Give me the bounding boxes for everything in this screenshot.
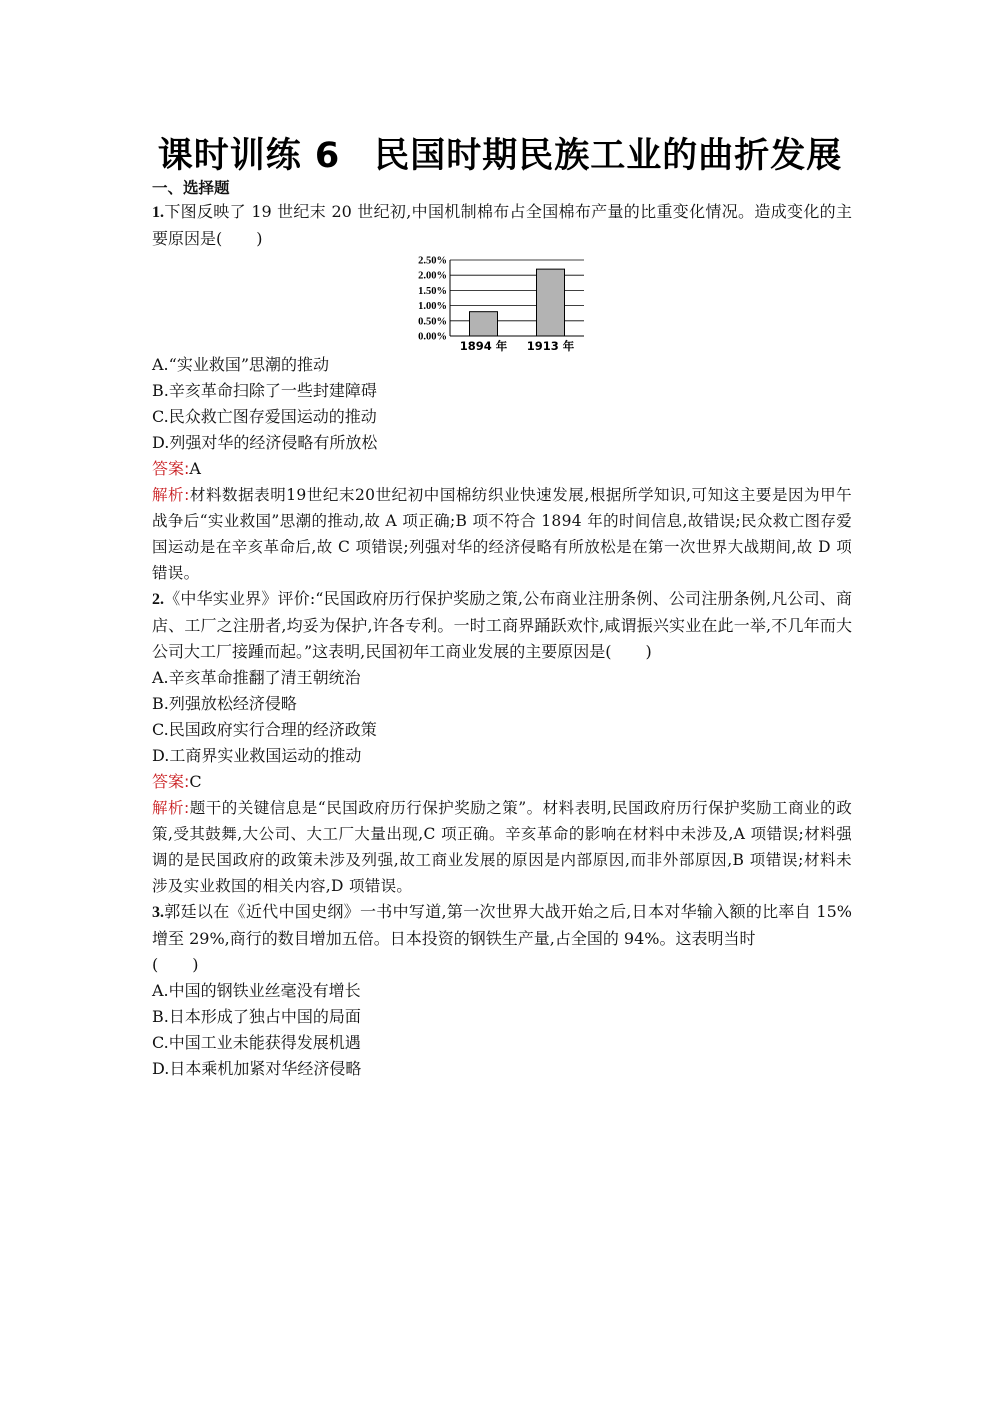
answer-label: 答案: xyxy=(152,772,190,791)
y-tick-label: 0.50% xyxy=(418,316,447,328)
option-b: B.日本形成了独占中国的局面 xyxy=(152,1007,361,1026)
x-tick-label: 1894 年 xyxy=(459,339,508,352)
question-bracket-open: ( xyxy=(152,955,159,974)
title-topic: 民国时期民族工业的曲折发展 xyxy=(374,136,843,176)
option-d: D.列强对华的经济侵略有所放松 xyxy=(152,433,378,452)
option-b: B.列强放松经济侵略 xyxy=(152,694,297,713)
content xyxy=(152,177,852,1082)
answer-line xyxy=(152,769,852,795)
option-d: D.日本乘机加紧对华经济侵略 xyxy=(152,1059,362,1078)
question-3 xyxy=(152,899,852,978)
option-d: D.工商界实业救国运动的推动 xyxy=(152,746,362,765)
bar xyxy=(537,269,565,336)
question-stem: 郭廷以在《近代中国史纲》一书中写道,第一次世界大战开始之后,日本对华输入额的比率自 15%增至 29%,商行的数目增加五倍。日本投资的钢铁生产量,占全国的 94%。这表明当时 xyxy=(152,902,852,948)
y-tick-label: 2.50% xyxy=(418,255,447,267)
question-number: 2. xyxy=(152,591,164,608)
option-c: C.民国政府实行合理的经济政策 xyxy=(152,720,377,739)
bar xyxy=(470,312,498,336)
bar-chart xyxy=(402,252,602,352)
analysis-text: 材料数据表明19世纪末20世纪初中国棉纺织业快速发展,根据所学知识,可知这主要是因为甲午战争后“实业救国”思潮的推动,故 A 项正确;B 项不符合 1894 年的时间信息,故错误;民众救亡图存爱国运动是在辛亥革命后,故 C 项错误;列强对华的经济侵略有所放松是在第一次世界大战期间,故 D 项错误。 xyxy=(152,486,852,582)
question-stem: 下图反映了 19 世纪末 20 世纪初,中国机制棉布占全国棉布产量的比重变化情况。造成变化的主要原因是( xyxy=(152,202,852,248)
analysis-block xyxy=(152,795,852,899)
analysis-label: 解析: xyxy=(152,799,190,817)
section-heading: 一、选择题 xyxy=(152,179,230,197)
question-bracket-close: ) xyxy=(256,229,263,248)
title-lesson: 课时训练 6 xyxy=(157,136,341,176)
analysis-label: 解析: xyxy=(152,486,190,504)
answer-line xyxy=(152,456,852,482)
analysis-text: 题干的关键信息是“民国政府历行保护奖励之策”。材料表明,民国政府历行保护奖励工商业的政策,受其鼓舞,大公司、大工厂大量出现,C 项正确。辛亥革命的影响在材料中未涉及,A 项错误;材料强调的是民国政府的政策未涉及列强,故工商业发展的原因是内部原因,而非外部原因,B 项错误;材料未涉及实业救国的相关内容,D 项错误。 xyxy=(152,799,852,895)
option-c: C.民众救亡图存爱国运动的推动 xyxy=(152,407,377,426)
question-bracket-close: ) xyxy=(192,955,199,974)
question-number: 1. xyxy=(152,204,164,221)
option-b: B.辛亥革命扫除了一些封建障碍 xyxy=(152,381,377,400)
y-tick-label: 1.50% xyxy=(418,285,447,297)
question-number: 3. xyxy=(152,904,164,921)
y-tick-label: 2.00% xyxy=(418,270,447,282)
question-stem: 《中华实业界》评价:“民国政府历行保护奖励之策,公布商业注册条例、公司注册条例,凡公司、商店、工厂之注册者,均妥为保护,许各专利。一时工商界踊跃欢忭,咸谓振兴实业在此一举,不几年而大公司大工厂接踵而起。”这表明,民国初年工商业发展的主要原因是( xyxy=(152,589,852,661)
option-a: A.“实业救国”思潮的推动 xyxy=(152,355,330,374)
answer-value: C xyxy=(189,772,202,791)
x-tick-label: 1913 年 xyxy=(526,339,575,352)
question-bracket-close: ) xyxy=(645,642,652,661)
analysis-block xyxy=(152,482,852,586)
option-c: C.中国工业未能获得发展机遇 xyxy=(152,1033,361,1052)
question-2 xyxy=(152,586,852,665)
option-a: A.辛亥革命推翻了清王朝统治 xyxy=(152,668,361,687)
answer-value: A xyxy=(189,459,201,478)
y-tick-label: 0.00% xyxy=(418,331,447,343)
y-tick-label: 1.00% xyxy=(418,301,447,313)
page-title xyxy=(0,128,1000,178)
question-1 xyxy=(152,199,852,252)
option-a: A.中国的钢铁业丝毫没有增长 xyxy=(152,981,361,1000)
answer-label: 答案: xyxy=(152,459,190,478)
